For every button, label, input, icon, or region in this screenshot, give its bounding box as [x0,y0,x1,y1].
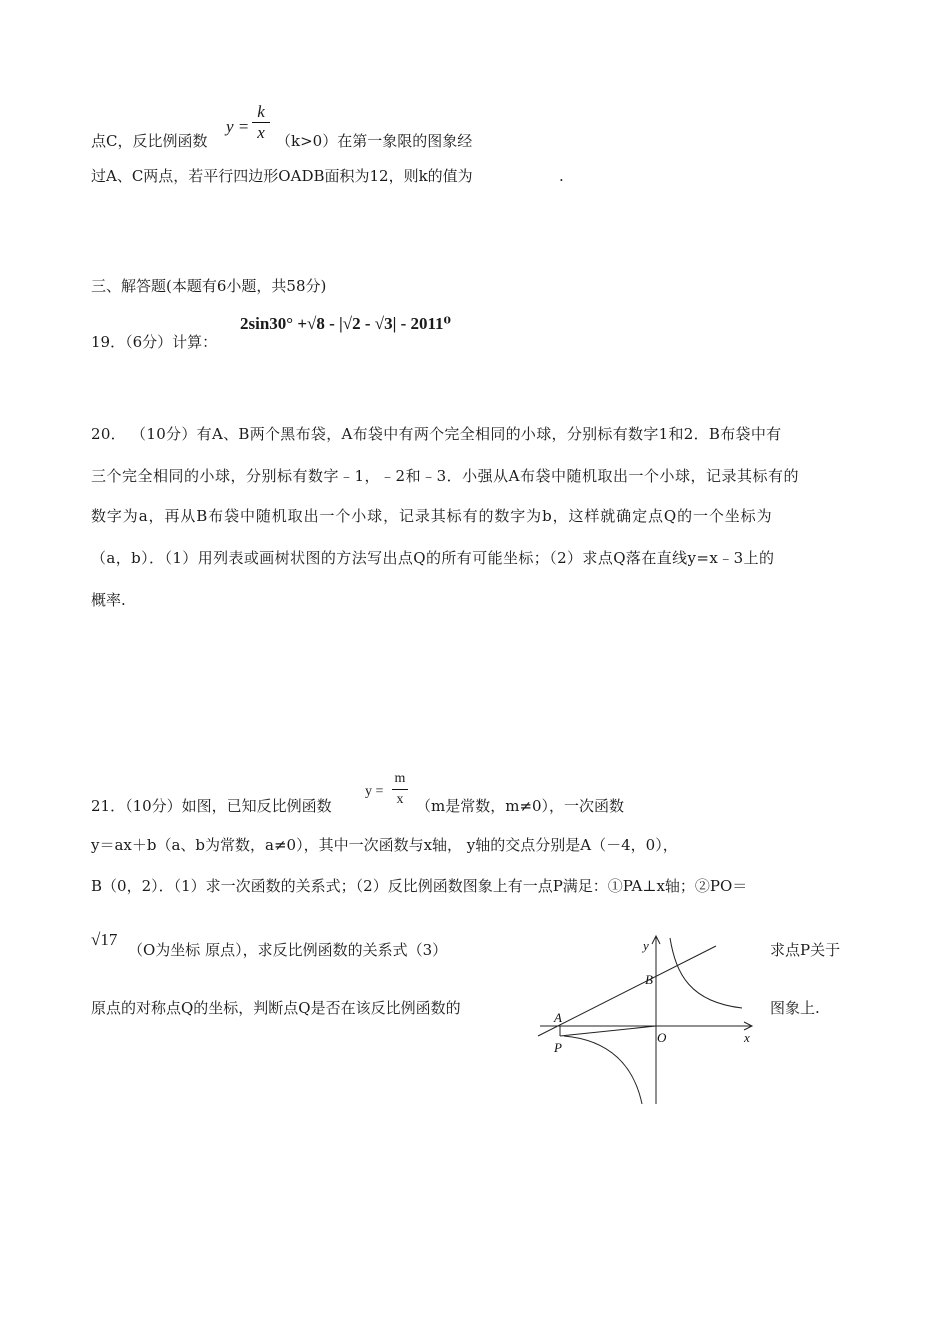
q20-line1: 20． （10分）有A、B两个黑布袋，A布袋中有两个完全相同的小球，分别标有数字1和2．B布袋中有 [91,425,782,443]
q21-formula-y: y = [365,784,384,799]
segment-po [560,1026,656,1036]
q18-formula-y: y = [226,117,250,136]
q18-line1-prefix: 点C，反比例函数 [91,132,208,150]
q20-line2: 三个完全相同的小球，分别标有数字﹣1，﹣2和﹣3．小强从A布袋中随机取出一个小球，记录其标有的 [91,467,799,485]
hyperbola-branch-q3 [564,1036,642,1104]
q20-line5: 概率. [91,591,126,609]
q21-line5-right: 图象上. [770,999,820,1017]
label-y: y [643,938,649,953]
q21-line5-left: 原点的对称点Q的坐标，判断点Q是否在该反比例函数的 [91,999,461,1017]
section-title: 三、解答题(本题有6小题，共58分) [91,277,327,295]
q21-line3: B（0，2）．（1）求一次函数的关系式；（2）反比例函数图象上有一点P满足：①PA⊥x轴；②PO＝ [91,877,748,895]
q21-line1-suffix: （m是常数，m≠0），一次函数 [416,797,625,815]
q21-line2: y＝ax＋b（a、b为常数，a≠0），其中一次函数与x轴， y轴的交点分别是A（－4，0）， [91,836,678,854]
q21-fraction-denominator: x [396,792,404,807]
q21-sqrt17: √17 [91,930,118,949]
q21-line4-right: 求点P关于 [770,941,841,959]
label-a: A [554,1010,562,1025]
q20-line3: 数字为a，再从B布袋中随机取出一个小球，记录其标有的数字为b，这样就确定点Q的一个坐标为 [91,507,773,525]
q18-line1-suffix: （k>0）在第一象限的图象经 [276,132,473,150]
label-origin: O [657,1030,667,1045]
label-x: x [744,1030,750,1045]
q19-label: 19．（6分）计算： [91,333,218,351]
coordinate-figure [530,930,760,1110]
label-p: P [554,1040,562,1055]
q18-line2: 过A、C两点，若平行四边形OADB面积为12，则k的值为 [91,167,473,185]
q18-fraction-denominator: x [257,123,265,142]
q21-fraction-numerator: m [394,771,406,786]
label-b: B [645,972,653,987]
q20-line4: （a，b）．（1）用列表或画树状图的方法写出点Q的所有可能坐标；（2）求点Q落在直线y=x﹣3上的 [91,549,775,567]
q18-fraction-numerator: k [257,102,265,121]
linear-function-line [538,946,716,1036]
q21-line4-left: （O为坐标 原点），求反比例函数的关系式（3） [128,941,448,959]
q18-fraction [252,103,270,142]
hyperbola-branch-q1 [670,938,742,1008]
q19-expression: 2sin30° +√8 - |√2 - √3| - 2011⁰ [240,314,451,333]
q18-line2-end: . [559,167,564,185]
q21-line1-prefix: 21．（10分）如图，已知反比例函数 [91,797,332,815]
q21-fraction [392,770,408,809]
